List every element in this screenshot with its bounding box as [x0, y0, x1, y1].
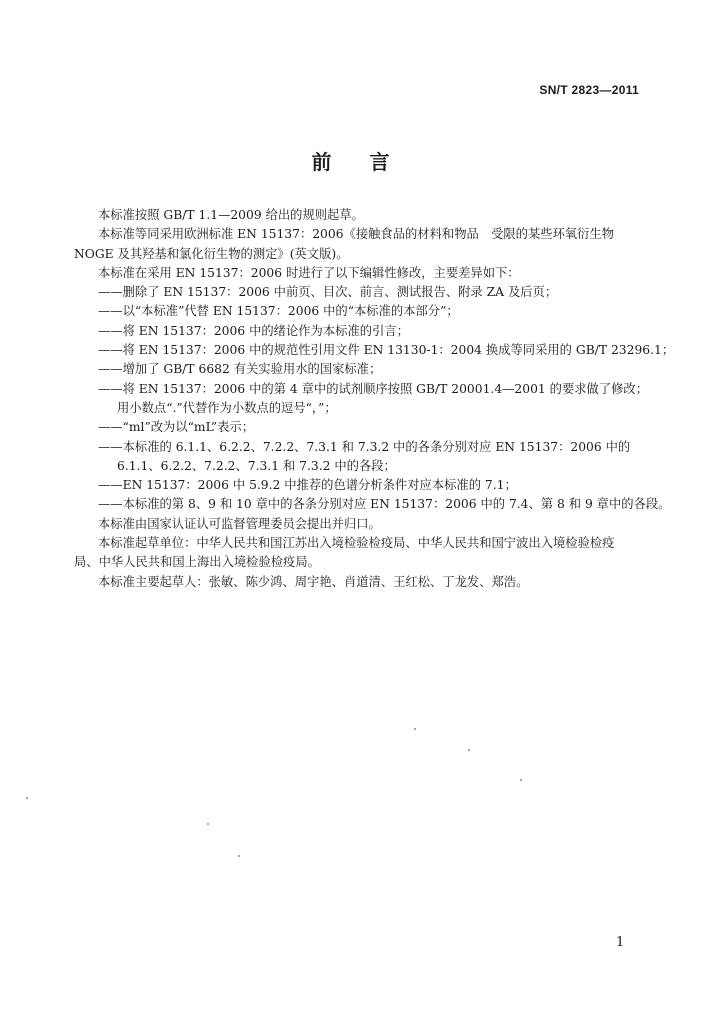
list-item-cont: 用小数点“.”代替作为小数点的逗号“，”；: [117, 400, 337, 415]
paragraph-drafting-units: 本标准起草单位：中华人民共和国江苏出入境检验检疫局、中华人民共和国宁波出入境检验检疫: [98, 536, 615, 551]
page-title: 前言: [311, 150, 428, 174]
list-item: ——将 EN 15137：2006 中的规范性引用文件 EN 13130-1：2004 换成等同采用的 GB/T 23296.1；: [98, 343, 675, 358]
scan-speck: [238, 855, 240, 857]
list-item-cont: 6.1.1、6.2.2、7.2.2、7.3.1 和 7.3.2 中的各段；: [117, 458, 396, 473]
page-number: 1: [616, 935, 625, 950]
list-item: ——增加了 GB/T 6682 有关实验用水的国家标准；: [98, 362, 382, 377]
list-item: ——以“本标准”代替 EN 15137：2006 中的“本标准的本部分”；: [98, 304, 459, 319]
scan-speck: [414, 728, 416, 730]
paragraph-edits-intro: 本标准在采用 EN 15137：2006 时进行了以下编辑性修改，主要差异如下：: [98, 265, 520, 280]
paragraph-adoption: 本标准等同采用欧洲标准 EN 15137：2006《接触食品的材料和物品 受限的某些环氧衍生物: [98, 227, 615, 242]
paragraph-drafters: 本标准主要起草人：张敏、陈少鸿、周宇艳、肖道清、王红松、丁龙发、郑浩。: [98, 574, 529, 589]
scan-speck: [207, 823, 209, 825]
foreword-body: [74, 206, 675, 592]
scan-speck: [520, 779, 522, 781]
list-item: ——“ml”改为以“mL”表示；: [98, 420, 254, 435]
paragraph-adoption-cont: NOGE 及其羟基和氯化衍生物的测定》(英文版)。: [74, 246, 349, 261]
list-item: ——删除了 EN 15137：2006 中前页、目次、前言、测试报告、附录 ZA 及后页；: [98, 285, 558, 300]
standard-code: SN/T 2823—2011: [539, 83, 639, 97]
list-item: ——EN 15137：2006 中 5.9.2 中推荐的色谱分析条件对应本标准的 7.1；: [98, 478, 517, 493]
paragraph-drafting-units-cont: 局、中华人民共和国上海出入境检验检疫局。: [74, 555, 320, 570]
list-item: ——将 EN 15137：2006 中的第 4 章中的试剂顺序按照 GB/T 20001.4—2001 的要求做了修改；: [98, 381, 649, 396]
list-item: ——将 EN 15137：2006 中的绪论作为本标准的引言；: [98, 323, 409, 338]
paragraph-drafting-rules: 本标准按照 GB/T 1.1—2009 给出的规则起草。: [98, 208, 364, 222]
scan-speck: [468, 749, 470, 751]
paragraph-proposer: 本标准由国家认证认可监督管理委员会提出并归口。: [98, 516, 381, 531]
list-item: ——本标准的 6.1.1、6.2.2、7.2.2、7.3.1 和 7.3.2 中的各条分别对应 EN 15137：2006 中的: [98, 439, 631, 454]
scan-speck: [26, 797, 28, 799]
list-item: ——本标准的第 8、9 和 10 章中的各条分别对应 EN 15137：2006 中的 7.4、第 8 和 9 章中的各段。: [98, 497, 671, 512]
